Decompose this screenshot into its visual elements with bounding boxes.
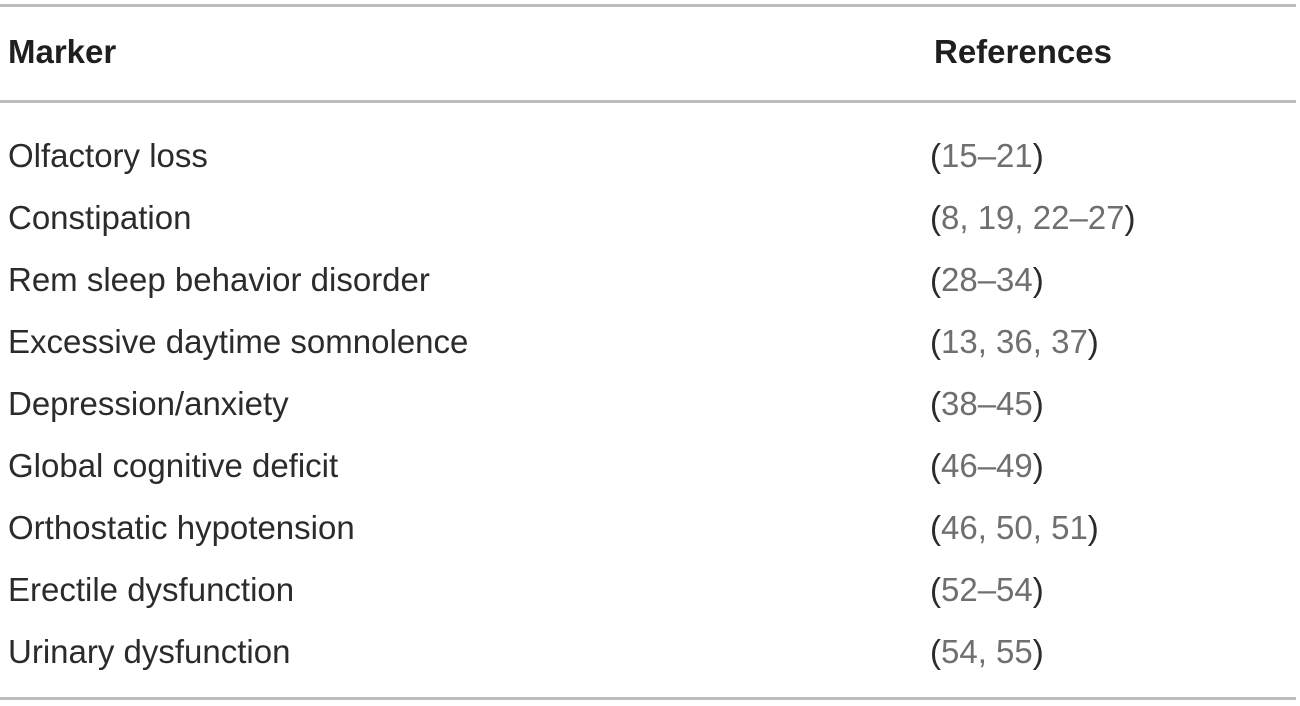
references-value: 46, 50, 51 xyxy=(941,509,1088,546)
references-cell: (15–21) xyxy=(930,137,1044,174)
references-value: 54, 55 xyxy=(941,633,1033,670)
marker-cell: Orthostatic hypotension xyxy=(8,509,355,546)
marker-cell: Constipation xyxy=(8,199,192,236)
references-value: 52–54 xyxy=(941,571,1033,608)
header-marker: Marker xyxy=(8,33,117,70)
marker-cell: Erectile dysfunction xyxy=(8,571,295,608)
marker-cell: Rem sleep behavior disorder xyxy=(8,261,430,298)
marker-cell: Urinary dysfunction xyxy=(8,633,291,670)
references-cell: (46–49) xyxy=(930,447,1044,484)
references-value: 28–34 xyxy=(941,261,1033,298)
table-row xyxy=(0,623,1296,685)
references-value: 15–21 xyxy=(941,137,1033,174)
references-value: 8, 19, 22–27 xyxy=(941,199,1125,236)
table-bottom-rule xyxy=(0,697,1296,700)
references-cell: (28–34) xyxy=(930,261,1044,298)
marker-cell: Global cognitive deficit xyxy=(8,447,339,484)
references-cell: (54, 55) xyxy=(930,633,1044,670)
references-cell: (13, 36, 37) xyxy=(930,323,1099,360)
table-row xyxy=(0,313,1296,375)
references-cell: (8, 19, 22–27) xyxy=(930,199,1136,236)
table-row xyxy=(0,437,1296,499)
references-cell: (52–54) xyxy=(930,571,1044,608)
table-row xyxy=(0,189,1296,251)
table-row xyxy=(0,499,1296,561)
marker-cell: Depression/anxiety xyxy=(8,385,289,422)
table-body xyxy=(0,127,1296,685)
table-header-rule xyxy=(0,100,1296,103)
references-cell: (38–45) xyxy=(930,385,1044,422)
references-value: 38–45 xyxy=(941,385,1033,422)
header-references: References xyxy=(934,33,1112,70)
table-row xyxy=(0,251,1296,313)
references-cell: (46, 50, 51) xyxy=(930,509,1099,546)
table-header-row xyxy=(0,4,1296,100)
table-row xyxy=(0,375,1296,437)
table-row xyxy=(0,561,1296,623)
marker-cell: Excessive daytime somnolence xyxy=(8,323,469,360)
table-row xyxy=(0,127,1296,189)
references-value: 46–49 xyxy=(941,447,1033,484)
references-value: 13, 36, 37 xyxy=(941,323,1088,360)
marker-cell: Olfactory loss xyxy=(8,137,208,174)
